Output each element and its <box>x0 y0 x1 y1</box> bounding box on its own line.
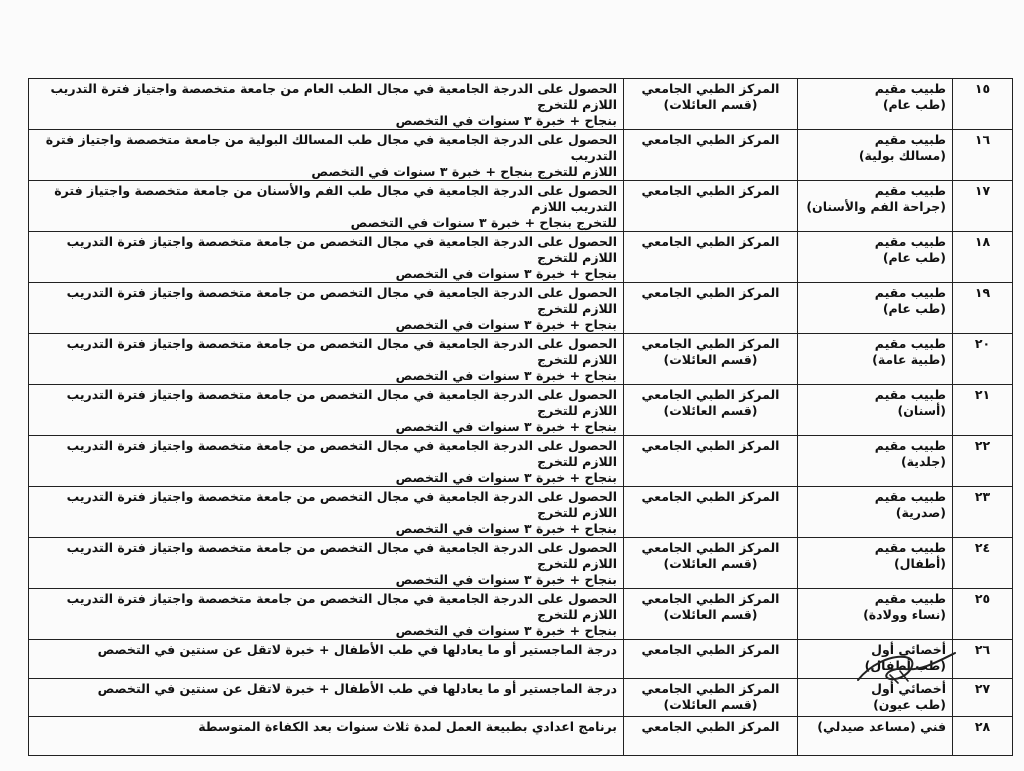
job-title-cell <box>798 538 953 589</box>
qualification-line-2: بنجاح + خبرة ٣ سنوات في التخصص <box>395 317 617 332</box>
job-title: طبيب مقيم <box>874 387 946 402</box>
job-specialty: (طب عام) <box>882 97 946 112</box>
workplace-cell <box>624 334 798 385</box>
workplace-cell <box>624 283 798 334</box>
qualification-line-1: الحصول على الدرجة الجامعية في مجال التخصص من جامعة متخصصة واجتياز فترة التدريب اللازم للتخرج <box>66 234 617 265</box>
job-specialty: (أسنان) <box>897 403 946 418</box>
job-specialty: (طب عيون) <box>873 696 946 712</box>
table-row <box>29 538 1013 589</box>
table-row <box>29 283 1013 334</box>
job-title: أخصائي أول <box>871 642 946 657</box>
row-number: ٢٧ <box>953 678 1013 717</box>
workplace-cell <box>624 538 798 589</box>
job-title-cell <box>798 181 953 232</box>
workplace-name: المركز الطبي الجامعي <box>641 183 780 198</box>
workplace-name: المركز الطبي الجامعي <box>641 438 780 453</box>
qualification-line-2: بنجاح + خبرة ٣ سنوات في التخصص <box>395 521 617 536</box>
qualification-cell <box>29 334 624 385</box>
job-title: طبيب مقيم <box>874 81 946 96</box>
job-title-cell <box>798 385 953 436</box>
row-number: ١٥ <box>953 79 1013 130</box>
workplace-cell <box>624 487 798 538</box>
qualification-cell <box>29 385 624 436</box>
table-row <box>29 232 1013 283</box>
qualification-line-1: الحصول على الدرجة الجامعية في مجال التخصص من جامعة متخصصة واجتياز فترة التدريب اللازم للتخرج <box>66 540 617 571</box>
job-title: طبيب مقيم <box>874 336 946 351</box>
qualification-line-2: بنجاح + خبرة ٣ سنوات في التخصص <box>395 368 617 383</box>
workplace-cell <box>624 640 798 679</box>
qualification-line-2: بنجاح + خبرة ٣ سنوات في التخصص <box>395 470 617 485</box>
workplace-name: المركز الطبي الجامعي <box>641 591 780 606</box>
job-title: طبيب مقيم <box>874 540 946 555</box>
qualification-line-1: درجة الماجستير أو ما يعادلها في طب الأطفال + خبرة لاتقل عن سنتين في التخصص <box>97 680 617 696</box>
workplace-cell <box>624 717 798 756</box>
job-title: طبيب مقيم <box>874 132 946 147</box>
table-row <box>29 334 1013 385</box>
workplace-name: المركز الطبي الجامعي <box>641 234 780 249</box>
row-number: ٢٢ <box>953 436 1013 487</box>
qualification-cell <box>29 232 624 283</box>
qualification-line-2: بنجاح + خبرة ٣ سنوات في التخصص <box>395 266 617 281</box>
workplace-name: المركز الطبي الجامعي <box>641 642 780 657</box>
qualification-line-2: بنجاح + خبرة ٣ سنوات في التخصص <box>395 419 617 434</box>
qualification-cell <box>29 717 624 756</box>
row-number: ١٨ <box>953 232 1013 283</box>
workplace-name: المركز الطبي الجامعي <box>641 387 780 402</box>
workplace-name: المركز الطبي الجامعي <box>641 680 780 696</box>
qualification-cell <box>29 283 624 334</box>
qualification-cell <box>29 678 624 717</box>
job-title: طبيب مقيم <box>874 183 946 198</box>
workplace-name: المركز الطبي الجامعي <box>641 540 780 555</box>
workplace-name: المركز الطبي الجامعي <box>641 81 780 96</box>
job-title-cell <box>798 436 953 487</box>
qualification-cell <box>29 487 624 538</box>
qualification-line-2: بنجاح + خبرة ٣ سنوات في التخصص <box>395 113 617 128</box>
job-specialty: (مسالك بولية) <box>858 148 946 163</box>
workplace-cell <box>624 678 798 717</box>
workplace-cell <box>624 130 798 181</box>
workplace-section: (قسم العائلات) <box>663 607 758 622</box>
job-title-cell <box>798 232 953 283</box>
job-title: أخصائي أول <box>871 680 946 696</box>
row-number: ٢٣ <box>953 487 1013 538</box>
table-row <box>29 436 1013 487</box>
qualification-line-2: للتخرج بنجاح + خبرة ٣ سنوات في التخصص <box>350 215 617 230</box>
row-number: ٢٤ <box>953 538 1013 589</box>
workplace-name: المركز الطبي الجامعي <box>641 489 780 504</box>
table-row <box>29 385 1013 436</box>
row-number: ٢٨ <box>953 717 1013 756</box>
job-title-cell <box>798 334 953 385</box>
job-title-cell <box>798 717 953 756</box>
job-specialty: (جراحة الفم والأسنان) <box>806 199 946 214</box>
table-row <box>29 130 1013 181</box>
job-specialty: (جلدية) <box>900 454 946 469</box>
job-specialty: (أطفال) <box>893 556 946 571</box>
job-specialty: (طب عام) <box>882 250 946 265</box>
qualification-cell <box>29 79 624 130</box>
signature-mark <box>850 625 960 695</box>
qualification-line-1: درجة الماجستير أو ما يعادلها في طب الأطفال + خبرة لاتقل عن سنتين في التخصص <box>97 642 617 657</box>
job-title-cell <box>798 79 953 130</box>
job-specialty: (طب عام) <box>882 301 946 316</box>
qualification-cell <box>29 181 624 232</box>
workplace-cell <box>624 79 798 130</box>
row-number: ١٩ <box>953 283 1013 334</box>
workplace-section: (قسم العائلات) <box>663 696 758 712</box>
row-number: ٢٠ <box>953 334 1013 385</box>
workplace-cell <box>624 436 798 487</box>
workplace-cell <box>624 181 798 232</box>
qualification-line-2: اللازم للتخرج بنجاح + خبرة ٣ سنوات في التخصص <box>311 164 617 179</box>
job-title: طبيب مقيم <box>874 285 946 300</box>
row-number: ١٧ <box>953 181 1013 232</box>
job-title: فني (مساعد صيدلي) <box>817 719 946 735</box>
job-title: طبيب مقيم <box>874 489 946 504</box>
workplace-name: المركز الطبي الجامعي <box>641 719 780 735</box>
job-specialty: (طبية عامة) <box>872 352 946 367</box>
qualification-line-2: بنجاح + خبرة ٣ سنوات في التخصص <box>395 572 617 587</box>
qualification-line-1: الحصول على الدرجة الجامعية في مجال التخصص من جامعة متخصصة واجتياز فترة التدريب اللازم للتخرج <box>66 336 617 367</box>
qualification-line-1: الحصول على الدرجة الجامعية في مجال التخصص من جامعة متخصصة واجتياز فترة التدريب اللازم للتخرج <box>66 591 617 622</box>
workplace-section: (قسم العائلات) <box>663 97 758 112</box>
table-row <box>29 487 1013 538</box>
job-title: طبيب مقيم <box>874 234 946 249</box>
job-specialty: (صدرية) <box>895 505 946 520</box>
qualification-cell <box>29 640 624 679</box>
qualification-line-1: الحصول على الدرجة الجامعية في مجال التخصص من جامعة متخصصة واجتياز فترة التدريب اللازم للتخرج <box>66 285 617 316</box>
qualification-line-1: الحصول على الدرجة الجامعية في مجال طب الفم والأسنان من جامعة متخصصة واجتياز فترة التدريب اللازم <box>54 183 617 214</box>
job-specialty: (نساء وولادة) <box>863 607 946 622</box>
qualification-line-1: الحصول على الدرجة الجامعية في مجال التخصص من جامعة متخصصة واجتياز فترة التدريب اللازم للتخرج <box>66 387 617 418</box>
qualification-line-1: الحصول على الدرجة الجامعية في مجال طب المسالك البولية من جامعة متخصصة واجتياز فترة التدريب <box>45 132 617 163</box>
workplace-section: (قسم العائلات) <box>663 403 758 418</box>
workplace-cell <box>624 232 798 283</box>
row-number: ٢٥ <box>953 589 1013 640</box>
workplace-cell <box>624 589 798 640</box>
workplace-section: (قسم العائلات) <box>663 352 758 367</box>
qualification-line-1: الحصول على الدرجة الجامعية في مجال التخصص من جامعة متخصصة واجتياز فترة التدريب اللازم للتخرج <box>66 489 617 520</box>
table-row <box>29 79 1013 130</box>
row-number: ٢١ <box>953 385 1013 436</box>
qualification-cell <box>29 436 624 487</box>
job-title: طبيب مقيم <box>874 591 946 606</box>
job-title-cell <box>798 487 953 538</box>
row-number: ١٦ <box>953 130 1013 181</box>
table-row <box>29 717 1013 756</box>
workplace-name: المركز الطبي الجامعي <box>641 336 780 351</box>
row-number: ٢٦ <box>953 640 1013 679</box>
job-title-cell <box>798 283 953 334</box>
qualification-line-2: بنجاح + خبرة ٣ سنوات في التخصص <box>395 623 617 638</box>
job-specialty: (طب أطفال) <box>864 658 946 673</box>
workplace-name: المركز الطبي الجامعي <box>641 285 780 300</box>
workplace-cell <box>624 385 798 436</box>
workplace-name: المركز الطبي الجامعي <box>641 132 780 147</box>
workplace-section: (قسم العائلات) <box>663 556 758 571</box>
qualification-line-1: برنامج اعدادي بطبيعة العمل لمدة ثلاث سنوات بعد الكفاءة المتوسطة <box>198 719 617 735</box>
qualification-cell <box>29 589 624 640</box>
qualification-cell <box>29 538 624 589</box>
job-title-cell <box>798 130 953 181</box>
qualification-line-1: الحصول على الدرجة الجامعية في مجال التخصص من جامعة متخصصة واجتياز فترة التدريب اللازم للتخرج <box>66 438 617 469</box>
qualification-cell <box>29 130 624 181</box>
table-row <box>29 181 1013 232</box>
qualification-line-1: الحصول على الدرجة الجامعية في مجال الطب العام من جامعة متخصصة واجتياز فترة التدريب اللازم للتخرج <box>50 81 617 112</box>
job-title: طبيب مقيم <box>874 438 946 453</box>
